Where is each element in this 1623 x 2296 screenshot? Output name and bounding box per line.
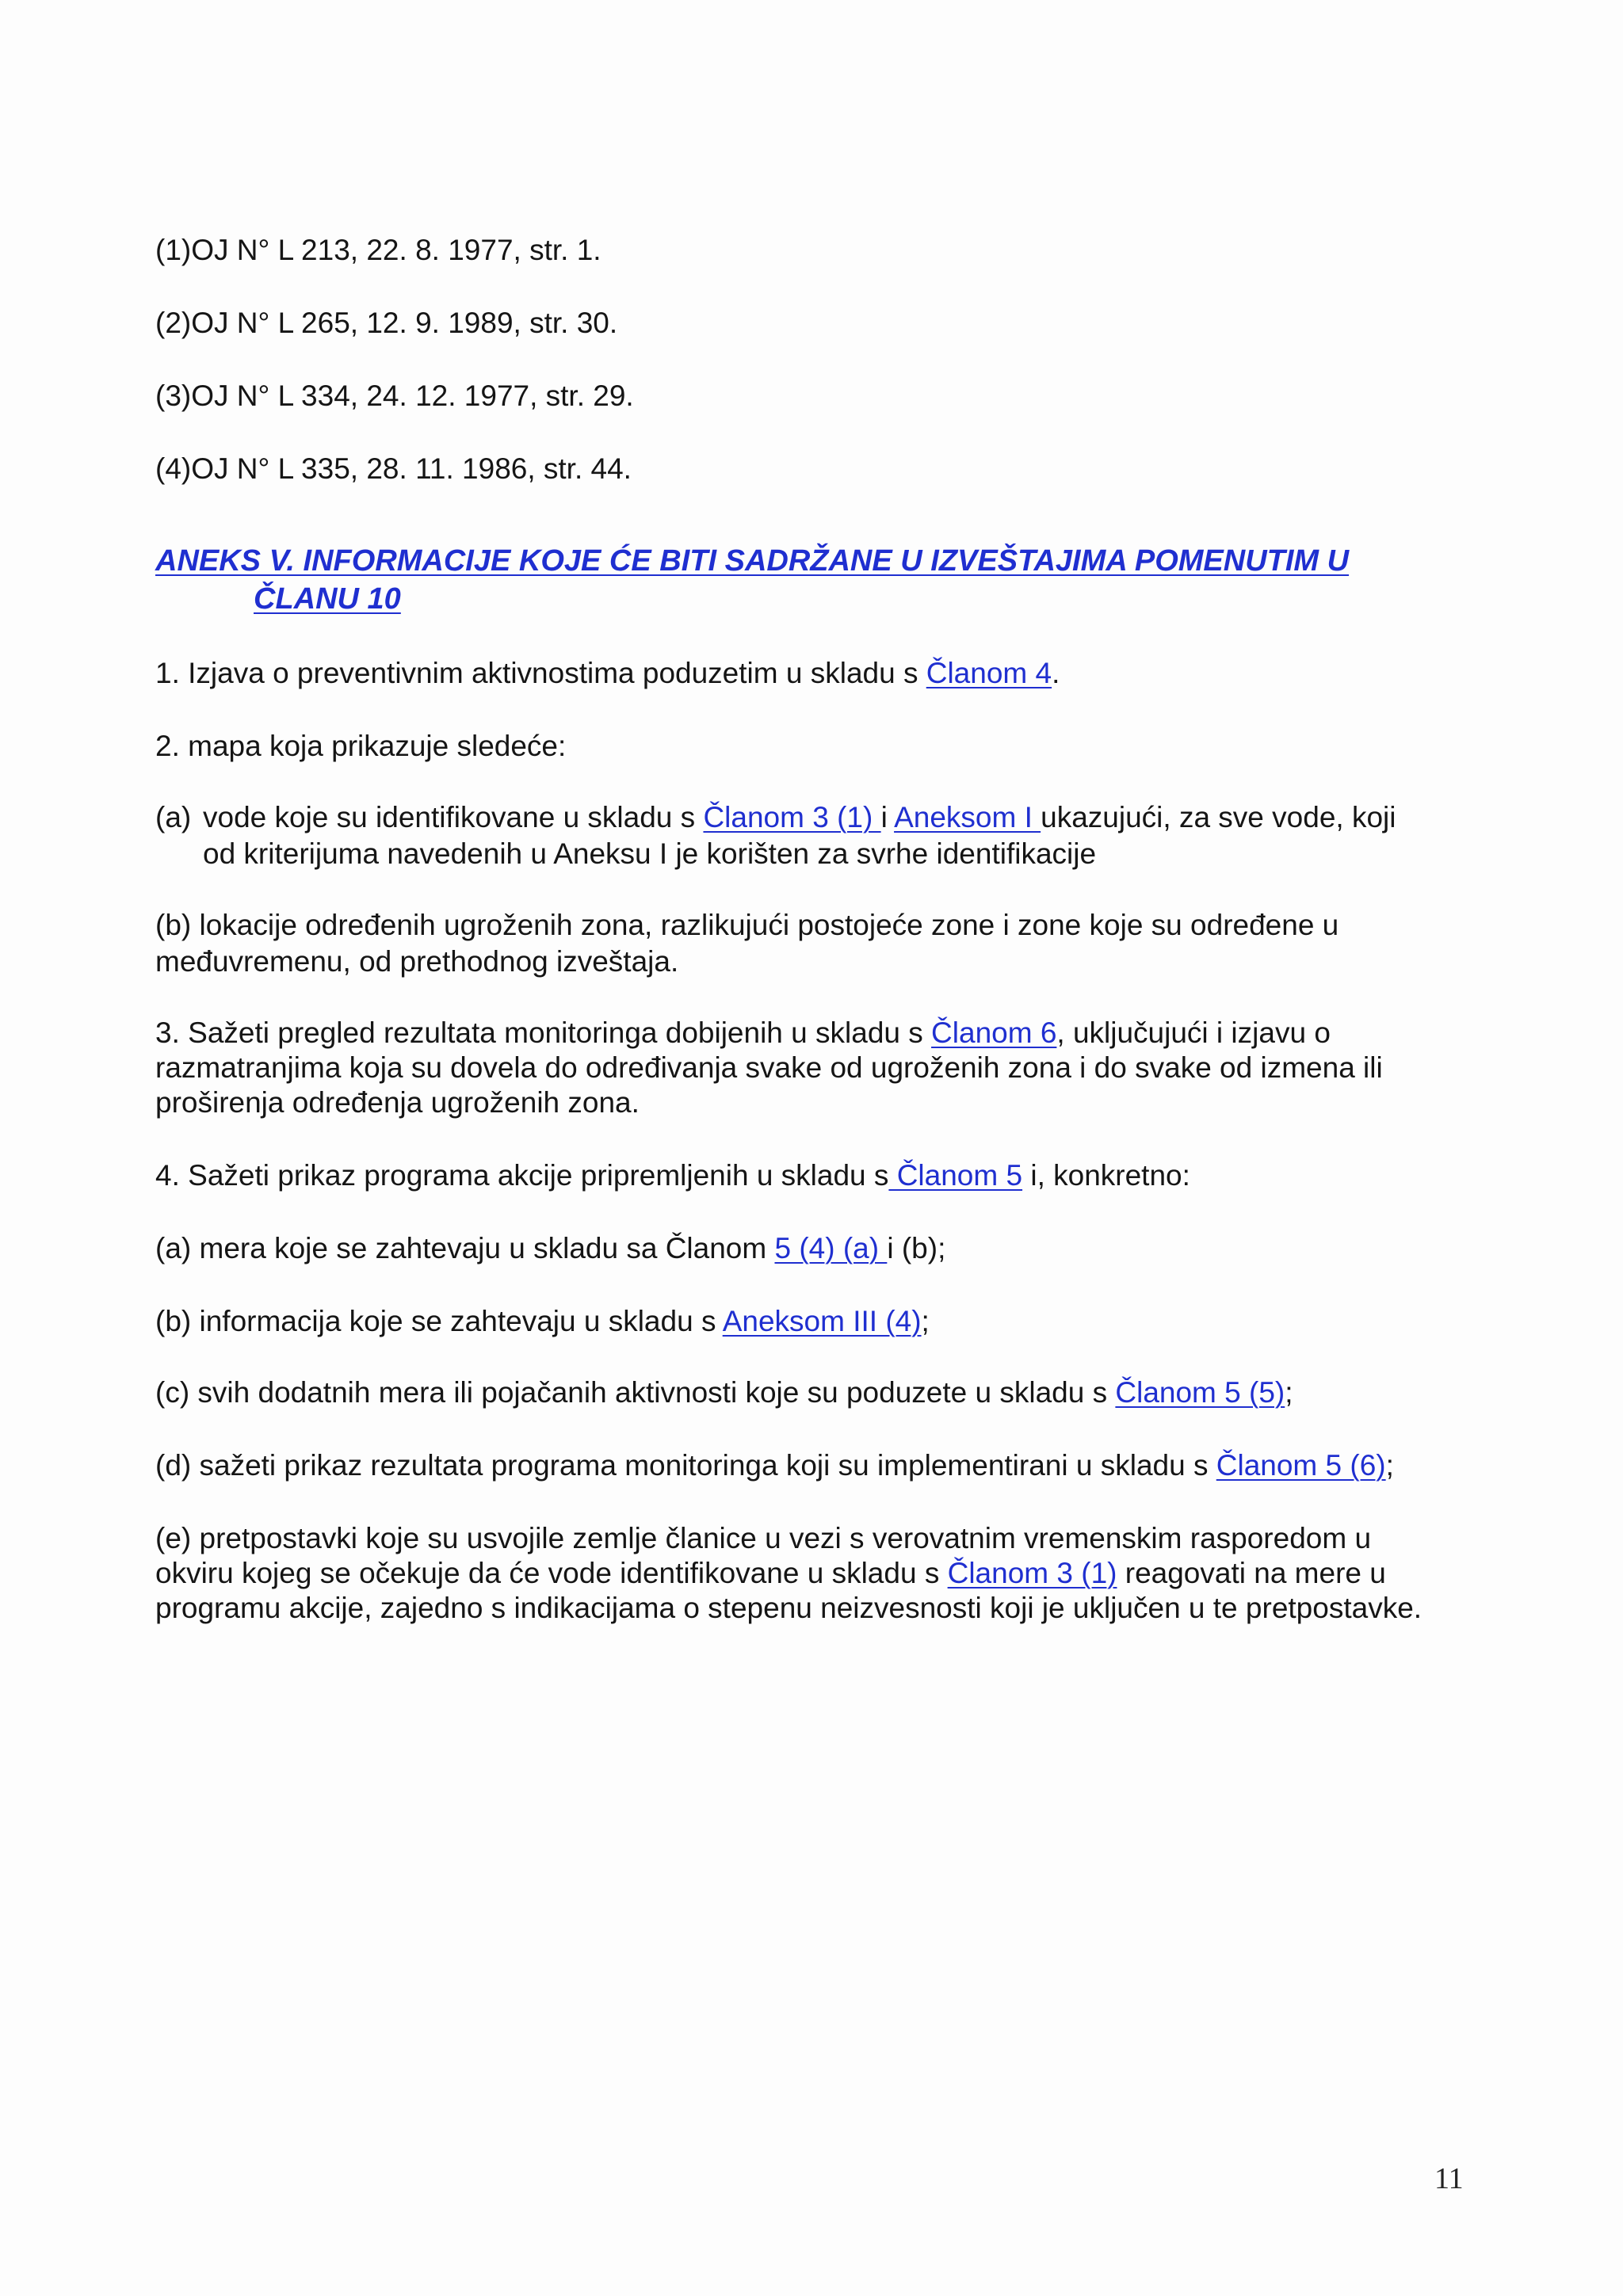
link-clanom-4[interactable]: Članom 4 (926, 657, 1052, 689)
link-clanom-6[interactable]: Članom 6 (931, 1016, 1057, 1049)
item-4e-text-end: reagovati na mere u (1117, 1557, 1386, 1589)
item-4e-line-3: programu akcije, zajedno s indikacijama o stepenu neizvesnosti koji je uključen u te pretpostavke. (155, 1592, 1423, 1624)
paragraph-4-text-end: i, konkretno: (1022, 1159, 1190, 1192)
item-4b-text-end: ; (921, 1305, 930, 1337)
item-4d (155, 1448, 1394, 1483)
item-4e-line-2 (155, 1556, 1386, 1591)
link-clanom-5-5[interactable]: Članom 5 (5) (1115, 1376, 1285, 1409)
paragraph-3-text-end: , uključujući i izjavu o (1056, 1016, 1331, 1049)
reference-2: (2)OJ N° L 265, 12. 9. 1989, str. 30. (155, 307, 618, 339)
reference-3: (3)OJ N° L 334, 24. 12. 1977, str. 29. (155, 379, 634, 412)
item-4d-text: (d) sažeti prikaz rezultata programa monitoringa koji su implementirani u skladu s (155, 1449, 1216, 1482)
annex-heading-line-2[interactable] (254, 580, 401, 618)
link-aneksom-i[interactable]: Aneksom I (894, 801, 1041, 833)
item-b-line-1: (b) lokacije određenih ugroženih zona, razlikujući postojeće zone i zone koje su određene u (155, 909, 1339, 941)
annex-heading-text-1[interactable]: ANEKS V. INFORMACIJE KOJE ĆE BITI SADRŽANE U IZVEŠTAJIMA POMENUTIM U (155, 544, 1350, 578)
paragraph-1-text: 1. Izjava o preventivnim aktivnostima poduzetim u skladu s (155, 657, 926, 689)
item-4e-line-1: (e) pretpostavki koje su usvojile zemlje članice u vezi s verovatnim vremenskim rasporedom u (155, 1522, 1372, 1554)
item-4b (155, 1304, 930, 1339)
paragraph-1 (155, 656, 1060, 691)
item-4b-text: (b) informacija koje se zahtevaju u skladu s (155, 1305, 723, 1337)
paragraph-3-line-2: razmatranjima koja su dovela do određivanja svake od ugroženih zona i do svake od izmena ili (155, 1051, 1383, 1084)
paragraph-3-line-1 (155, 1016, 1331, 1051)
item-a-text-end: ukazujući, za sve vode, koji (1041, 801, 1396, 833)
link-clanom-5[interactable]: Članom 5 (888, 1159, 1023, 1192)
item-4a-text: (a) mera koje se zahtevaju u skladu sa Članom (155, 1232, 775, 1264)
item-a-label: (a) (155, 801, 192, 833)
reference-1: (1)OJ N° L 213, 22. 8. 1977, str. 1. (155, 234, 601, 266)
item-4c-text-end: ; (1285, 1376, 1293, 1409)
page-number: 11 (1434, 2162, 1464, 2195)
item-a-line-2: od kriterijuma navedenih u Aneksu I je korišten za svrhe identifikacije (203, 837, 1097, 870)
link-5-4-a[interactable]: 5 (4) (a) (774, 1232, 888, 1264)
item-4a-text-end: i (b); (887, 1232, 946, 1264)
link-clanom-3-1-b[interactable]: Članom 3 (1) (947, 1557, 1117, 1589)
link-aneksom-iii-4[interactable]: Aneksom III (4) (722, 1305, 922, 1337)
paragraph-3-line-3: proširenja određenja ugroženih zona. (155, 1086, 640, 1119)
link-clanom-3-1[interactable]: Članom 3 (1) (703, 801, 881, 833)
paragraph-2: 2. mapa koja prikazuje sledeće: (155, 730, 567, 762)
item-4d-text-end: ; (1385, 1449, 1394, 1482)
item-a-text: vode koje su identifikovane u skladu s (203, 801, 704, 833)
annex-heading-text-2[interactable]: ČLANU 10 (254, 582, 401, 616)
paragraph-4 (155, 1158, 1190, 1193)
reference-4: (4)OJ N° L 335, 28. 11. 1986, str. 44. (155, 452, 632, 485)
item-4c (155, 1375, 1293, 1410)
item-b-line-2: međuvremenu, od prethodnog izveštaja. (155, 945, 679, 978)
paragraph-1-end: . (1052, 657, 1060, 689)
item-a-mid: i (880, 801, 895, 833)
link-clanom-5-6[interactable]: Članom 5 (6) (1216, 1449, 1386, 1482)
annex-heading-line-1[interactable] (155, 542, 1349, 580)
paragraph-3-text: 3. Sažeti pregled rezultata monitoringa dobijenih u skladu s (155, 1016, 932, 1049)
item-4a (155, 1231, 945, 1266)
item-a-line-1 (203, 800, 1396, 835)
paragraph-4-text: 4. Sažeti prikaz programa akcije pripremljenih u skladu s (155, 1159, 889, 1192)
item-4c-text: (c) svih dodatnih mera ili pojačanih aktivnosti koje su poduzete u skladu s (155, 1376, 1116, 1409)
item-4e-text: okviru kojeg se očekuje da će vode identifikovane u skladu s (155, 1557, 948, 1589)
